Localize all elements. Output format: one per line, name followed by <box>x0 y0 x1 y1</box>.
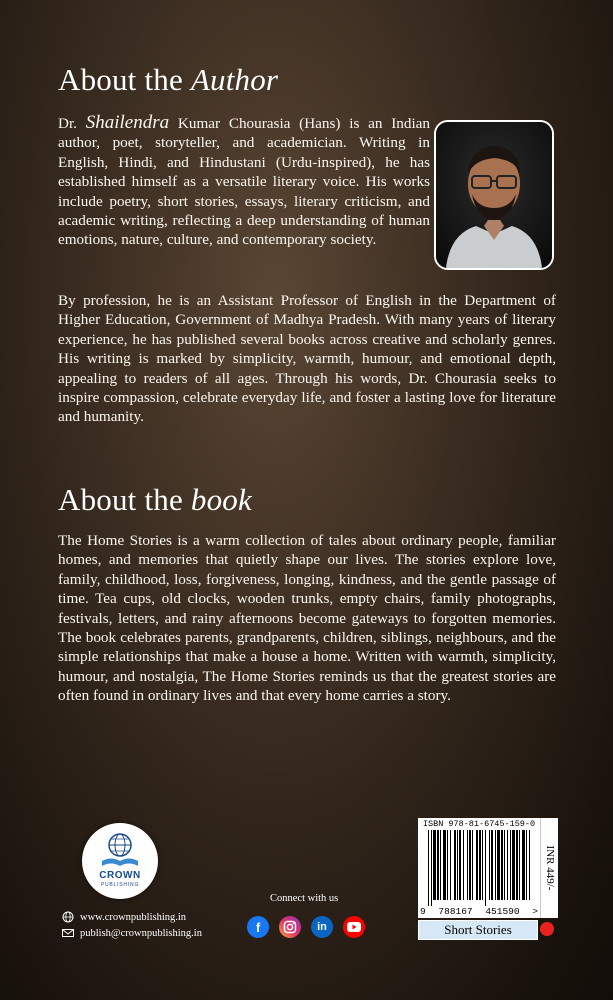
about-book-heading <box>58 482 252 518</box>
barcode-bar <box>467 830 468 900</box>
facebook-icon[interactable]: f <box>247 916 269 938</box>
mail-icon <box>62 927 74 939</box>
barcode-bar <box>428 830 429 906</box>
barcode-digit-group: 788167 <box>438 906 473 917</box>
bio-prefix: Dr. <box>58 115 86 132</box>
author-bio-paragraph-1 <box>58 113 430 250</box>
barcode-bar <box>469 830 471 900</box>
heading-plain: About the <box>58 62 191 97</box>
youtube-icon[interactable] <box>343 916 365 938</box>
barcode-bar <box>485 830 486 906</box>
book-description-paragraph: The Home Stories is a warm collection of tales about ordinary people, familiar homes, and memories that quietly shape our lives. The stories explore love, family, childhood, loss, forgiveness, longing, kindness, and the gentle passage of time. Tea cups, old clocks, wooden trunks, empty chairs, family photographs, festivals, letters, and rainy afternoons become gateways to forgotten memories. The book celebrates parents, grandparents, children, siblings, neighbours, and the simple relationships that make a house a home. Written with warmth, simplicity, humour, and nostalgia, The Home Stories reminds us that the greatest stories are often found in ordinary lives and that every home carries a story. <box>58 532 556 705</box>
barcode-bar <box>447 830 448 900</box>
barcode-bar <box>459 830 461 900</box>
barcode <box>418 818 540 918</box>
email-link[interactable]: publish@crownpublishing.in <box>80 927 202 939</box>
author-bio-paragraph-2: By profession, he is an Assistant Professor of English in the Department of Higher Education, Government of Madhya Pradesh. With many years of literary experience, he has published several books across creative and scholarly genres. His writing is marked by simplicity, warmth, humour, and emotional depth, appealing to readers of all ages. Through his words, Dr. Chourasia seeks to inspire compassion, celebrate everyday life, and foster a lasting love for literature and humanity. <box>58 292 556 426</box>
barcode-bar <box>443 830 446 900</box>
barcode-digit-group: > <box>532 906 538 917</box>
barcode-bar <box>437 830 439 900</box>
about-author-heading <box>58 62 278 98</box>
heading-italic: Author <box>190 62 279 97</box>
website-link[interactable]: www.crownpublishing.in <box>80 911 187 923</box>
barcode-bar <box>497 830 500 900</box>
barcode-bar <box>504 830 505 900</box>
logo-word: CROWN <box>99 870 141 881</box>
author-photo <box>434 120 554 270</box>
barcode-bar <box>472 830 473 900</box>
barcode-bar <box>463 830 464 900</box>
bio-rest: Kumar Chourasia (Hans) is an Indian author, poet, storyteller, and academician. Writing in English, Hindi, and Hindustani (Urdu-inspired), he has established himself as a versatile literary voice. His works include poetry, short stories, essays, literary criticism, and academic writing, reflecting a deep understanding of human emotions, nature, culture, and contemporary society. <box>58 115 431 249</box>
barcode-bar <box>482 830 483 900</box>
crown-publishing-logo <box>82 823 158 899</box>
barcode-bar <box>450 830 451 900</box>
price-text: INR 449/- <box>543 845 556 891</box>
barcode-bar <box>489 830 490 900</box>
bio-first-name: Shailendra <box>85 112 170 133</box>
barcode-bar <box>501 830 503 900</box>
genre-dot <box>540 922 554 936</box>
barcode-bar <box>440 830 441 900</box>
barcode-digits <box>420 906 538 917</box>
heading-plain: About the <box>58 482 191 517</box>
barcode-bar <box>529 830 530 900</box>
isbn-number: ISBN 978-81-6745-159-0 <box>422 819 536 829</box>
barcode-digit-group: 9 <box>420 906 426 917</box>
barcode-digit-group: 451590 <box>485 906 520 917</box>
barcode-bar <box>479 830 481 900</box>
linkedin-icon[interactable]: in <box>311 916 333 938</box>
instagram-icon[interactable] <box>279 916 301 938</box>
barcode-bar <box>522 830 525 900</box>
logo-subtitle: PUBLISHING <box>100 882 140 888</box>
barcode-bar <box>516 830 518 900</box>
barcode-bar <box>431 830 432 906</box>
barcode-bar <box>457 830 458 900</box>
globe-icon <box>62 911 74 923</box>
price-tag <box>540 818 558 918</box>
barcode-bar <box>519 830 520 900</box>
barcode-bar <box>526 830 527 900</box>
barcode-bar <box>495 830 496 900</box>
website-contact[interactable] <box>62 911 186 923</box>
barcode-bar <box>507 830 508 900</box>
email-contact[interactable] <box>62 927 202 939</box>
heading-italic: book <box>190 482 252 517</box>
connect-label: Connect with us <box>270 893 339 904</box>
barcode-bar <box>512 830 515 900</box>
barcode-bar <box>491 830 493 900</box>
genre-label: Short Stories <box>418 920 538 940</box>
barcode-bar <box>476 830 478 900</box>
barcode-bar <box>433 830 436 900</box>
barcode-bar <box>454 830 456 900</box>
barcode-bars <box>418 818 540 918</box>
barcode-bar <box>510 830 511 900</box>
